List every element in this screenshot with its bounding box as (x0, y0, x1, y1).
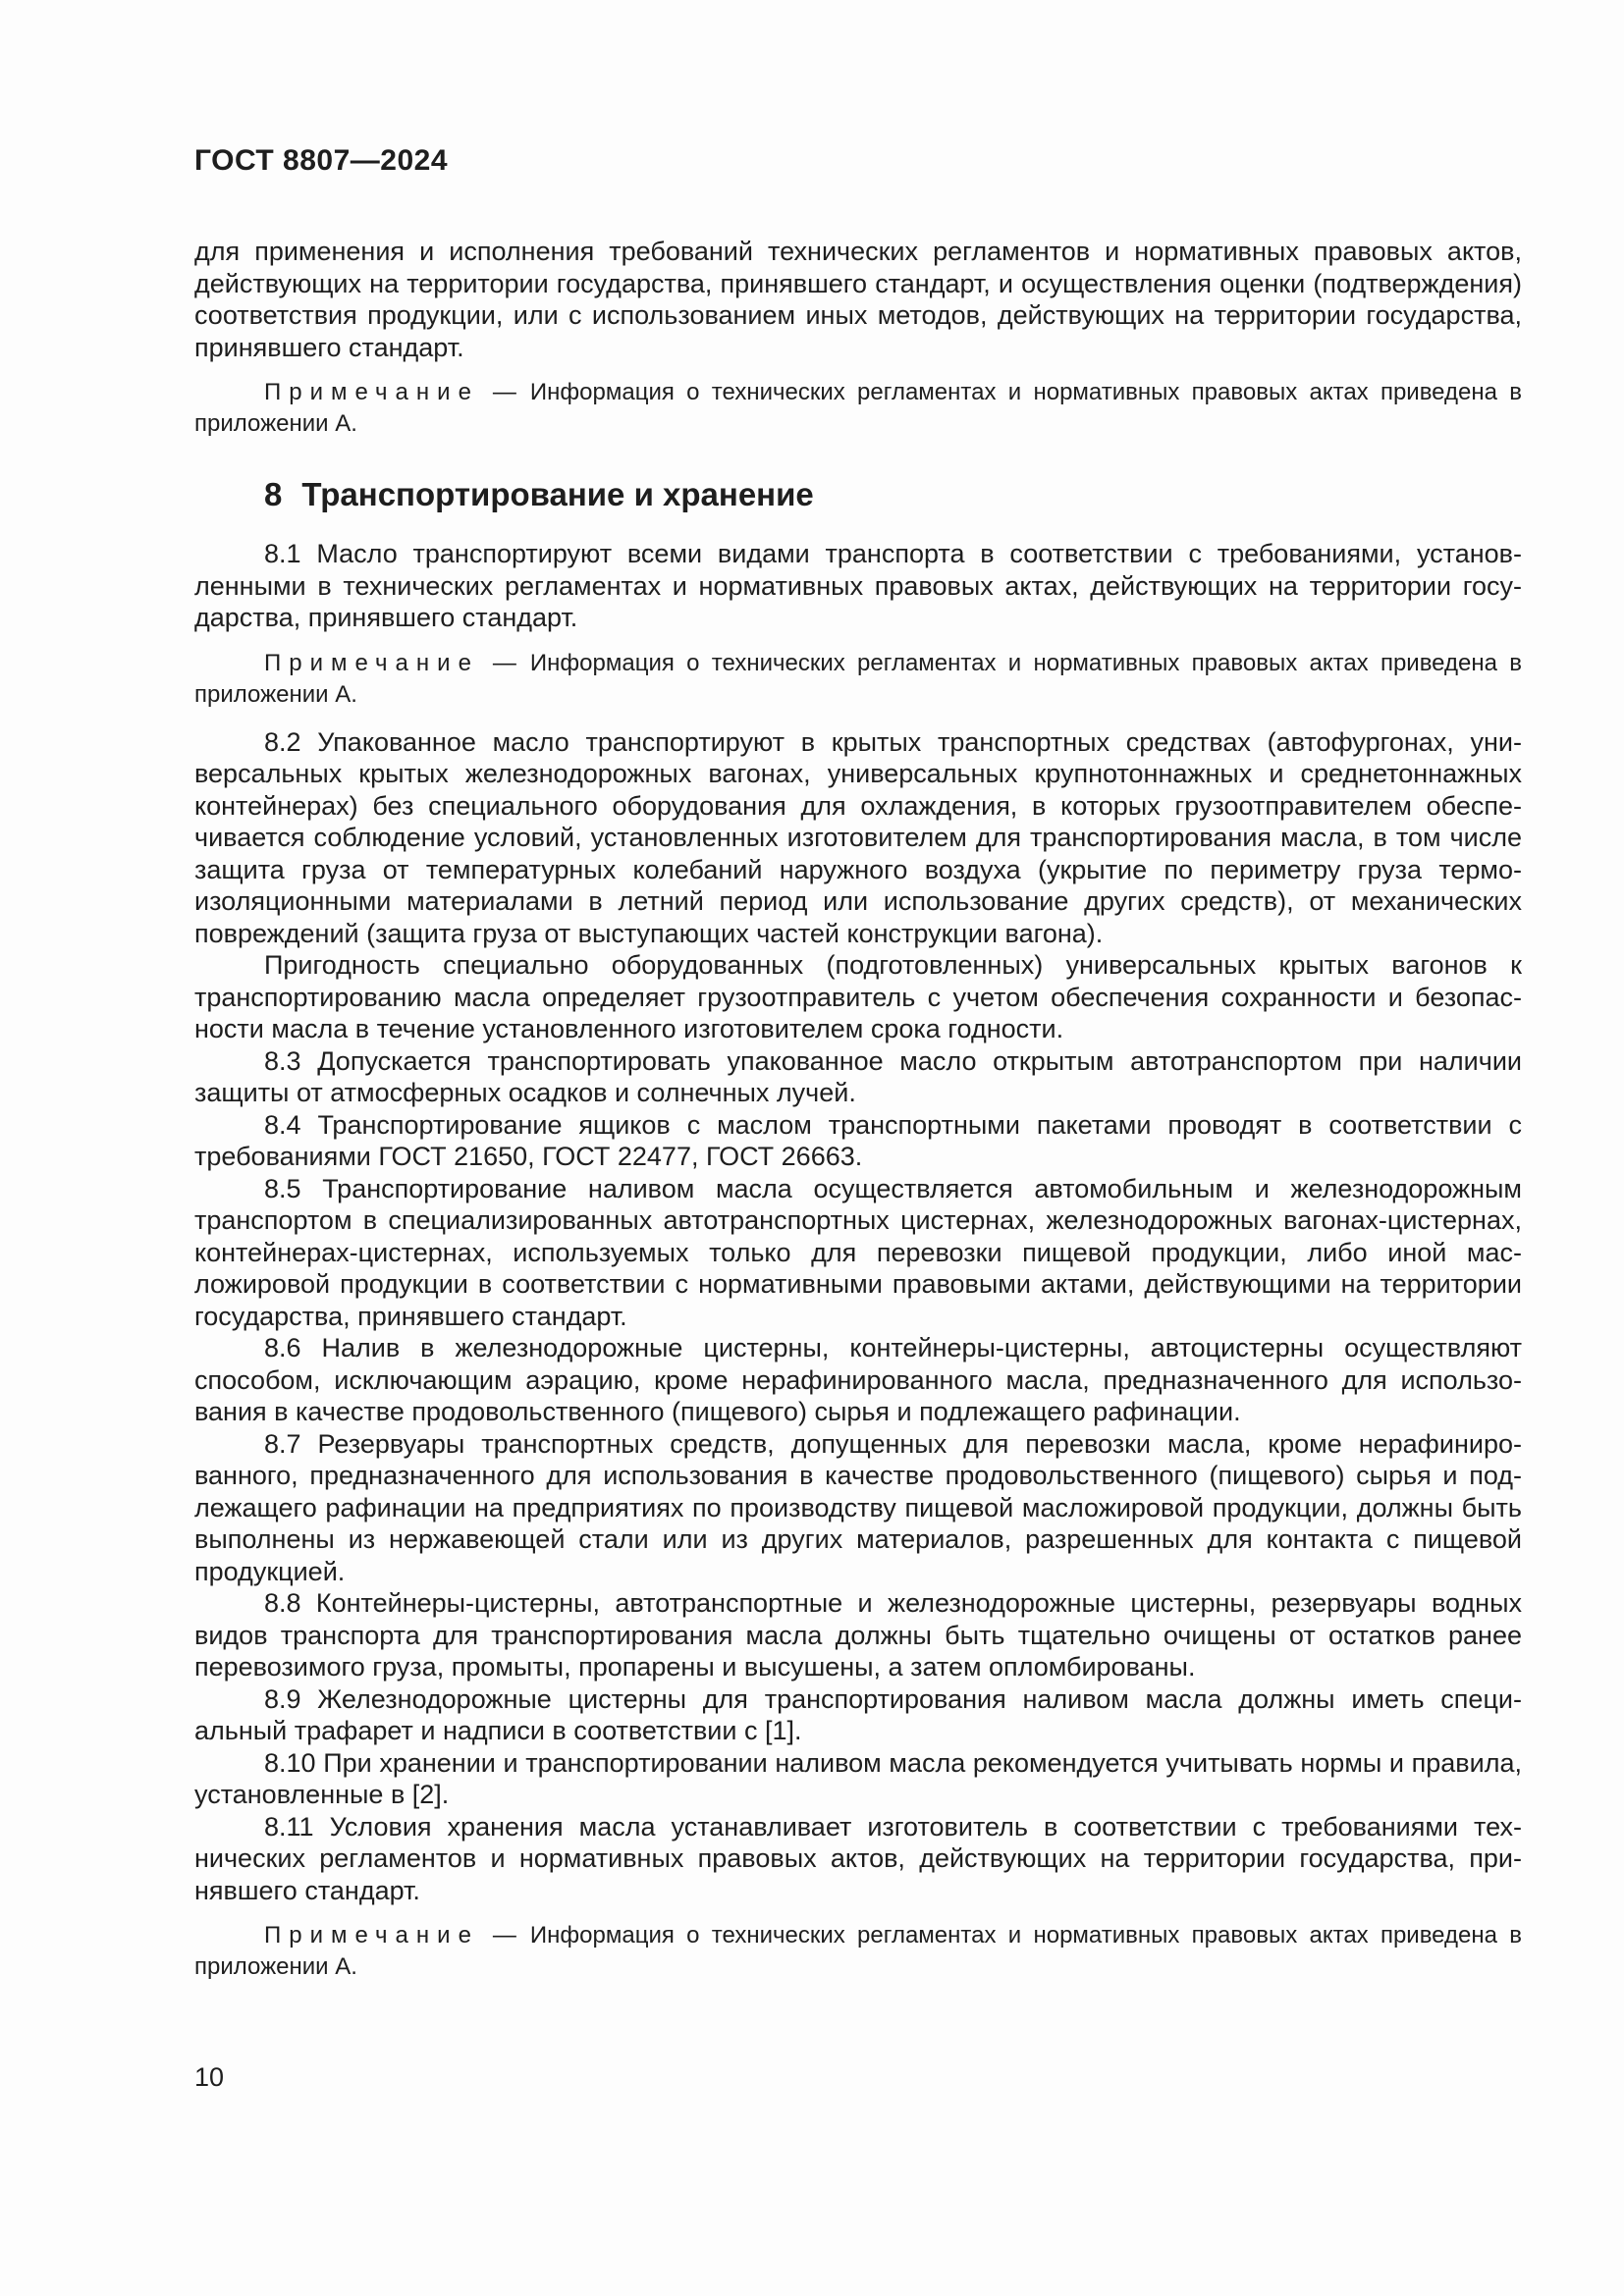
note-label: Примечание (264, 379, 479, 405)
section-8-body (194, 538, 1522, 1983)
note-block-1 (194, 377, 1522, 440)
page-number: 10 (194, 2062, 225, 2092)
clause-8-11: 8.11 Условия хранения масла устанавливает изготовитель в соответствии с требованиями технических регламентов и нормативных правовых актов, действующих на территории государства, принявшего стандарт. (194, 1811, 1522, 1905)
clause-8-10: 8.10 При хранении и транспортировании наливом масла рекомендуется учитывать нормы и правила, установленные в [2]. (194, 1747, 1522, 1809)
intro-paragraph: для применения и исполнения требований технических регламентов и нормативных правовых актов, действующих на территории государства, принявшего стандарт, и осуществления оценки (подтверждения) соответствия продукции, или с использованием иных методов, действующих на территории государства, принявшего стандарт. (194, 237, 1522, 362)
note-dash: — (492, 1922, 516, 1949)
section-title: Транспортирование и хранение (301, 476, 814, 512)
clause-8-9: 8.9 Железнодорожные цистерны для транспортирования наливом масла должны иметь специальный трафарет и надписи в соответствии с [1]. (194, 1683, 1522, 1745)
intro-section (194, 236, 1522, 363)
clause-8-1: 8.1 Масло транспортируют всеми видами транспорта в соответствии с требованиями, установленными в технических регламентах и нормативных правовых актах, действующих на территории государства, принявшего стандарт. (194, 539, 1522, 632)
section-number: 8 (264, 476, 283, 512)
note-text: Информация о технических регламентах и нормативных правовых актах приведена в приложении А. (194, 379, 1522, 437)
clause-8-4: 8.4 Транспортирование ящиков с маслом транспортными пакетами проводят в соответствии с требованиями ГОСТ 21650, ГОСТ 22477, ГОСТ 26663. (194, 1109, 1522, 1171)
clause-8-6: 8.6 Налив в железнодорожные цистерны, контейнеры-цистерны, автоцистерны осуществляют способом, исключающим аэрацию, кроме нерафинированного масла, предназначенного для использования в качестве продовольственного (пищевого) сырья и подлежащего рафинации. (194, 1333, 1522, 1426)
note-text: Информация о технических регламентах и нормативных правовых актах приведена в приложении А. (194, 1922, 1522, 1980)
note-block-3 (194, 1920, 1522, 1983)
clause-8-3: 8.3 Допускается транспортировать упакованное масло открытым автотранспортом при наличии защиты от атмосферных осадков и солнечных лучей. (194, 1045, 1522, 1107)
clause-8-2-continuation: Пригодность специально оборудованных (подготовленных) универсальных крытых вагонов к транспортированию масла определяет грузоотправитель с учетом обеспечения сохранности и безопасности масла в течение установленного изготовителем срока годности. (194, 950, 1522, 1043)
note-dash: — (492, 649, 516, 676)
note-block-2 (194, 648, 1522, 711)
note-dash: — (492, 379, 516, 405)
standard-code-header: ГОСТ 8807—2024 (194, 144, 449, 177)
section-8-heading (194, 477, 1522, 512)
clause-8-7: 8.7 Резервуары транспортных средств, допущенных для перевозки масла, кроме нерафинированного, предназначенного для использования в качестве продовольственного (пищевого) сырья и подлежащего рафинации на предприятиях по производству пищевой масложировой продукции, должны быть выполнены из нержавеющей стали или из других материалов, разрешенных для контакта с пищевой продукцией. (194, 1428, 1522, 1586)
clause-8-2: 8.2 Упакованное масло транспортируют в крытых транспортных средствах (автофургонах, универсальных крытых железнодорожных вагонах, универсальных крупнотоннажных и среднетоннажных контейнерах) без специального оборудования для охлаждения, в которых грузоотправителем обеспечивается соблюдение условий, установленных изготовителем для транспортирования масла, в том числе защита груза от температурных колебаний наружного воздуха (укрытие по периметру груза термоизоляционными материалами в летний период или использование других средств), от механических повреждений (защита груза от выступающих частей конструкции вагона). (194, 726, 1522, 948)
clause-8-5: 8.5 Транспортирование наливом масла осуществляется автомобильным и железнодорожным транспортом в специализированных автотранспортных цистернах, железнодорожных вагонах-цистернах, контейнерах-цистернах, используемых только для перевозки пищевой продукции, либо иной масложировой продукции в соответствии с нормативными правовыми актами, действующими на территории государства, принявшего стандарт. (194, 1173, 1522, 1331)
note-label: Примечание (264, 1922, 479, 1949)
note-label: Примечание (264, 649, 479, 676)
note-text: Информация о технических регламентах и нормативных правовых актах приведена в приложении А. (194, 649, 1522, 708)
clause-8-8: 8.8 Контейнеры-цистерны, автотранспортные и железнодорожные цистерны, резервуары водных видов транспорта для транспортирования масла должны быть тщательно очищены от остатков ранее перевозимого груза, промыты, пропарены и высушены, а затем опломбированы. (194, 1588, 1522, 1682)
